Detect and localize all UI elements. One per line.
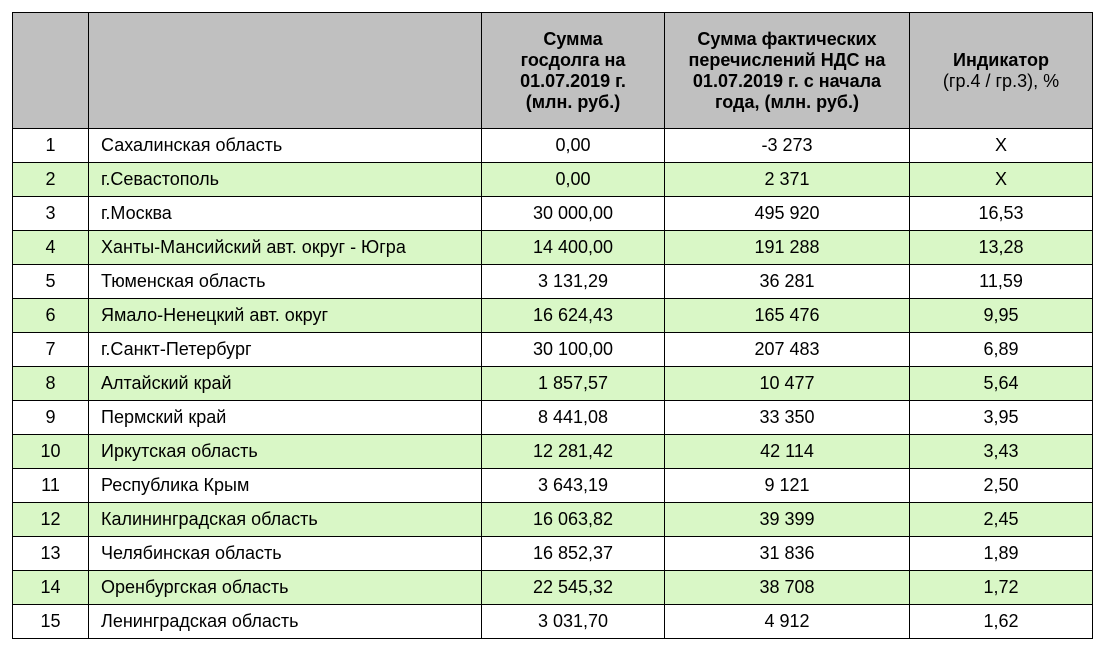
row-num-cell: 4 xyxy=(13,231,89,265)
table-row xyxy=(13,537,1093,571)
row-indicator-cell: 3,95 xyxy=(910,401,1093,435)
row-vat-cell: 31 836 xyxy=(665,537,910,571)
row-debt-cell: 12 281,42 xyxy=(482,435,665,469)
row-num-cell: 8 xyxy=(13,367,89,401)
row-debt-cell: 3 643,19 xyxy=(482,469,665,503)
row-indicator-cell: 13,28 xyxy=(910,231,1093,265)
row-region-cell: Оренбургская область xyxy=(89,571,482,605)
row-vat-cell: 4 912 xyxy=(665,605,910,639)
header-indicator xyxy=(910,13,1093,129)
row-debt-cell: 0,00 xyxy=(482,163,665,197)
row-vat-cell: 10 477 xyxy=(665,367,910,401)
header-vat-text: Сумма фактических перечислений НДС на 01.07.2019 г. с начала года, (млн. руб.) xyxy=(688,28,886,112)
row-region-cell: Пермский край xyxy=(89,401,482,435)
row-indicator-cell: 2,50 xyxy=(910,469,1093,503)
row-num-cell: 14 xyxy=(13,571,89,605)
row-vat-cell: 207 483 xyxy=(665,333,910,367)
row-num-cell: 13 xyxy=(13,537,89,571)
row-vat-cell: 165 476 xyxy=(665,299,910,333)
table-row xyxy=(13,503,1093,537)
row-indicator-cell: 1,72 xyxy=(910,571,1093,605)
row-region-cell: г.Москва xyxy=(89,197,482,231)
table-row xyxy=(13,571,1093,605)
table-row xyxy=(13,333,1093,367)
row-vat-cell: 42 114 xyxy=(665,435,910,469)
table-row xyxy=(13,605,1093,639)
row-vat-cell: 36 281 xyxy=(665,265,910,299)
row-debt-cell: 14 400,00 xyxy=(482,231,665,265)
header-vat xyxy=(665,13,910,129)
header-debt-text: Сумма госдолга на 01.07.2019 г. (млн. руб.) xyxy=(520,28,626,112)
row-region-cell: Челябинская область xyxy=(89,537,482,571)
row-num-cell: 11 xyxy=(13,469,89,503)
data-table-container xyxy=(12,12,1093,639)
row-indicator-cell: 5,64 xyxy=(910,367,1093,401)
row-num-cell: 5 xyxy=(13,265,89,299)
header-num xyxy=(13,13,89,129)
row-debt-cell: 3 131,29 xyxy=(482,265,665,299)
table-row xyxy=(13,231,1093,265)
row-region-cell: г.Севастополь xyxy=(89,163,482,197)
row-debt-cell: 22 545,32 xyxy=(482,571,665,605)
row-debt-cell: 30 000,00 xyxy=(482,197,665,231)
header-indicator-sub: (гр.4 / гр.3), % xyxy=(942,70,1060,91)
row-indicator-cell: 9,95 xyxy=(910,299,1093,333)
row-debt-cell: 3 031,70 xyxy=(482,605,665,639)
row-debt-cell: 16 624,43 xyxy=(482,299,665,333)
row-num-cell: 3 xyxy=(13,197,89,231)
row-num-cell: 6 xyxy=(13,299,89,333)
row-debt-cell: 30 100,00 xyxy=(482,333,665,367)
row-vat-cell: 9 121 xyxy=(665,469,910,503)
row-indicator-cell: X xyxy=(910,163,1093,197)
regions-debt-table xyxy=(12,12,1093,639)
row-debt-cell: 1 857,57 xyxy=(482,367,665,401)
row-vat-cell: 38 708 xyxy=(665,571,910,605)
header-indicator-title: Индикатор xyxy=(953,49,1049,70)
row-num-cell: 7 xyxy=(13,333,89,367)
row-region-cell: Ленинградская область xyxy=(89,605,482,639)
row-num-cell: 15 xyxy=(13,605,89,639)
row-num-cell: 10 xyxy=(13,435,89,469)
row-vat-cell: 39 399 xyxy=(665,503,910,537)
header-debt xyxy=(482,13,665,129)
row-num-cell: 2 xyxy=(13,163,89,197)
row-indicator-cell: 16,53 xyxy=(910,197,1093,231)
row-region-cell: Ямало-Ненецкий авт. округ xyxy=(89,299,482,333)
row-vat-cell: 191 288 xyxy=(665,231,910,265)
table-row xyxy=(13,129,1093,163)
row-vat-cell: -3 273 xyxy=(665,129,910,163)
row-indicator-cell: 6,89 xyxy=(910,333,1093,367)
row-vat-cell: 33 350 xyxy=(665,401,910,435)
table-row xyxy=(13,367,1093,401)
row-region-cell: Иркутская область xyxy=(89,435,482,469)
table-row xyxy=(13,469,1093,503)
table-row xyxy=(13,299,1093,333)
row-vat-cell: 2 371 xyxy=(665,163,910,197)
row-region-cell: Алтайский край xyxy=(89,367,482,401)
row-indicator-cell: 11,59 xyxy=(910,265,1093,299)
table-row xyxy=(13,163,1093,197)
row-indicator-cell: 2,45 xyxy=(910,503,1093,537)
row-region-cell: Тюменская область xyxy=(89,265,482,299)
row-indicator-cell: 1,62 xyxy=(910,605,1093,639)
row-debt-cell: 8 441,08 xyxy=(482,401,665,435)
row-indicator-cell: X xyxy=(910,129,1093,163)
row-region-cell: Калининградская область xyxy=(89,503,482,537)
row-debt-cell: 16 063,82 xyxy=(482,503,665,537)
table-body xyxy=(13,129,1093,639)
row-debt-cell: 0,00 xyxy=(482,129,665,163)
row-num-cell: 1 xyxy=(13,129,89,163)
row-region-cell: г.Санкт-Петербург xyxy=(89,333,482,367)
row-num-cell: 12 xyxy=(13,503,89,537)
row-region-cell: Республика Крым xyxy=(89,469,482,503)
table-row xyxy=(13,265,1093,299)
row-num-cell: 9 xyxy=(13,401,89,435)
table-row xyxy=(13,197,1093,231)
header-region xyxy=(89,13,482,129)
row-debt-cell: 16 852,37 xyxy=(482,537,665,571)
row-indicator-cell: 3,43 xyxy=(910,435,1093,469)
row-vat-cell: 495 920 xyxy=(665,197,910,231)
row-region-cell: Ханты-Мансийский авт. округ - Югра xyxy=(89,231,482,265)
row-region-cell: Сахалинская область xyxy=(89,129,482,163)
table-row xyxy=(13,401,1093,435)
table-header-row xyxy=(13,13,1093,129)
table-row xyxy=(13,435,1093,469)
row-indicator-cell: 1,89 xyxy=(910,537,1093,571)
